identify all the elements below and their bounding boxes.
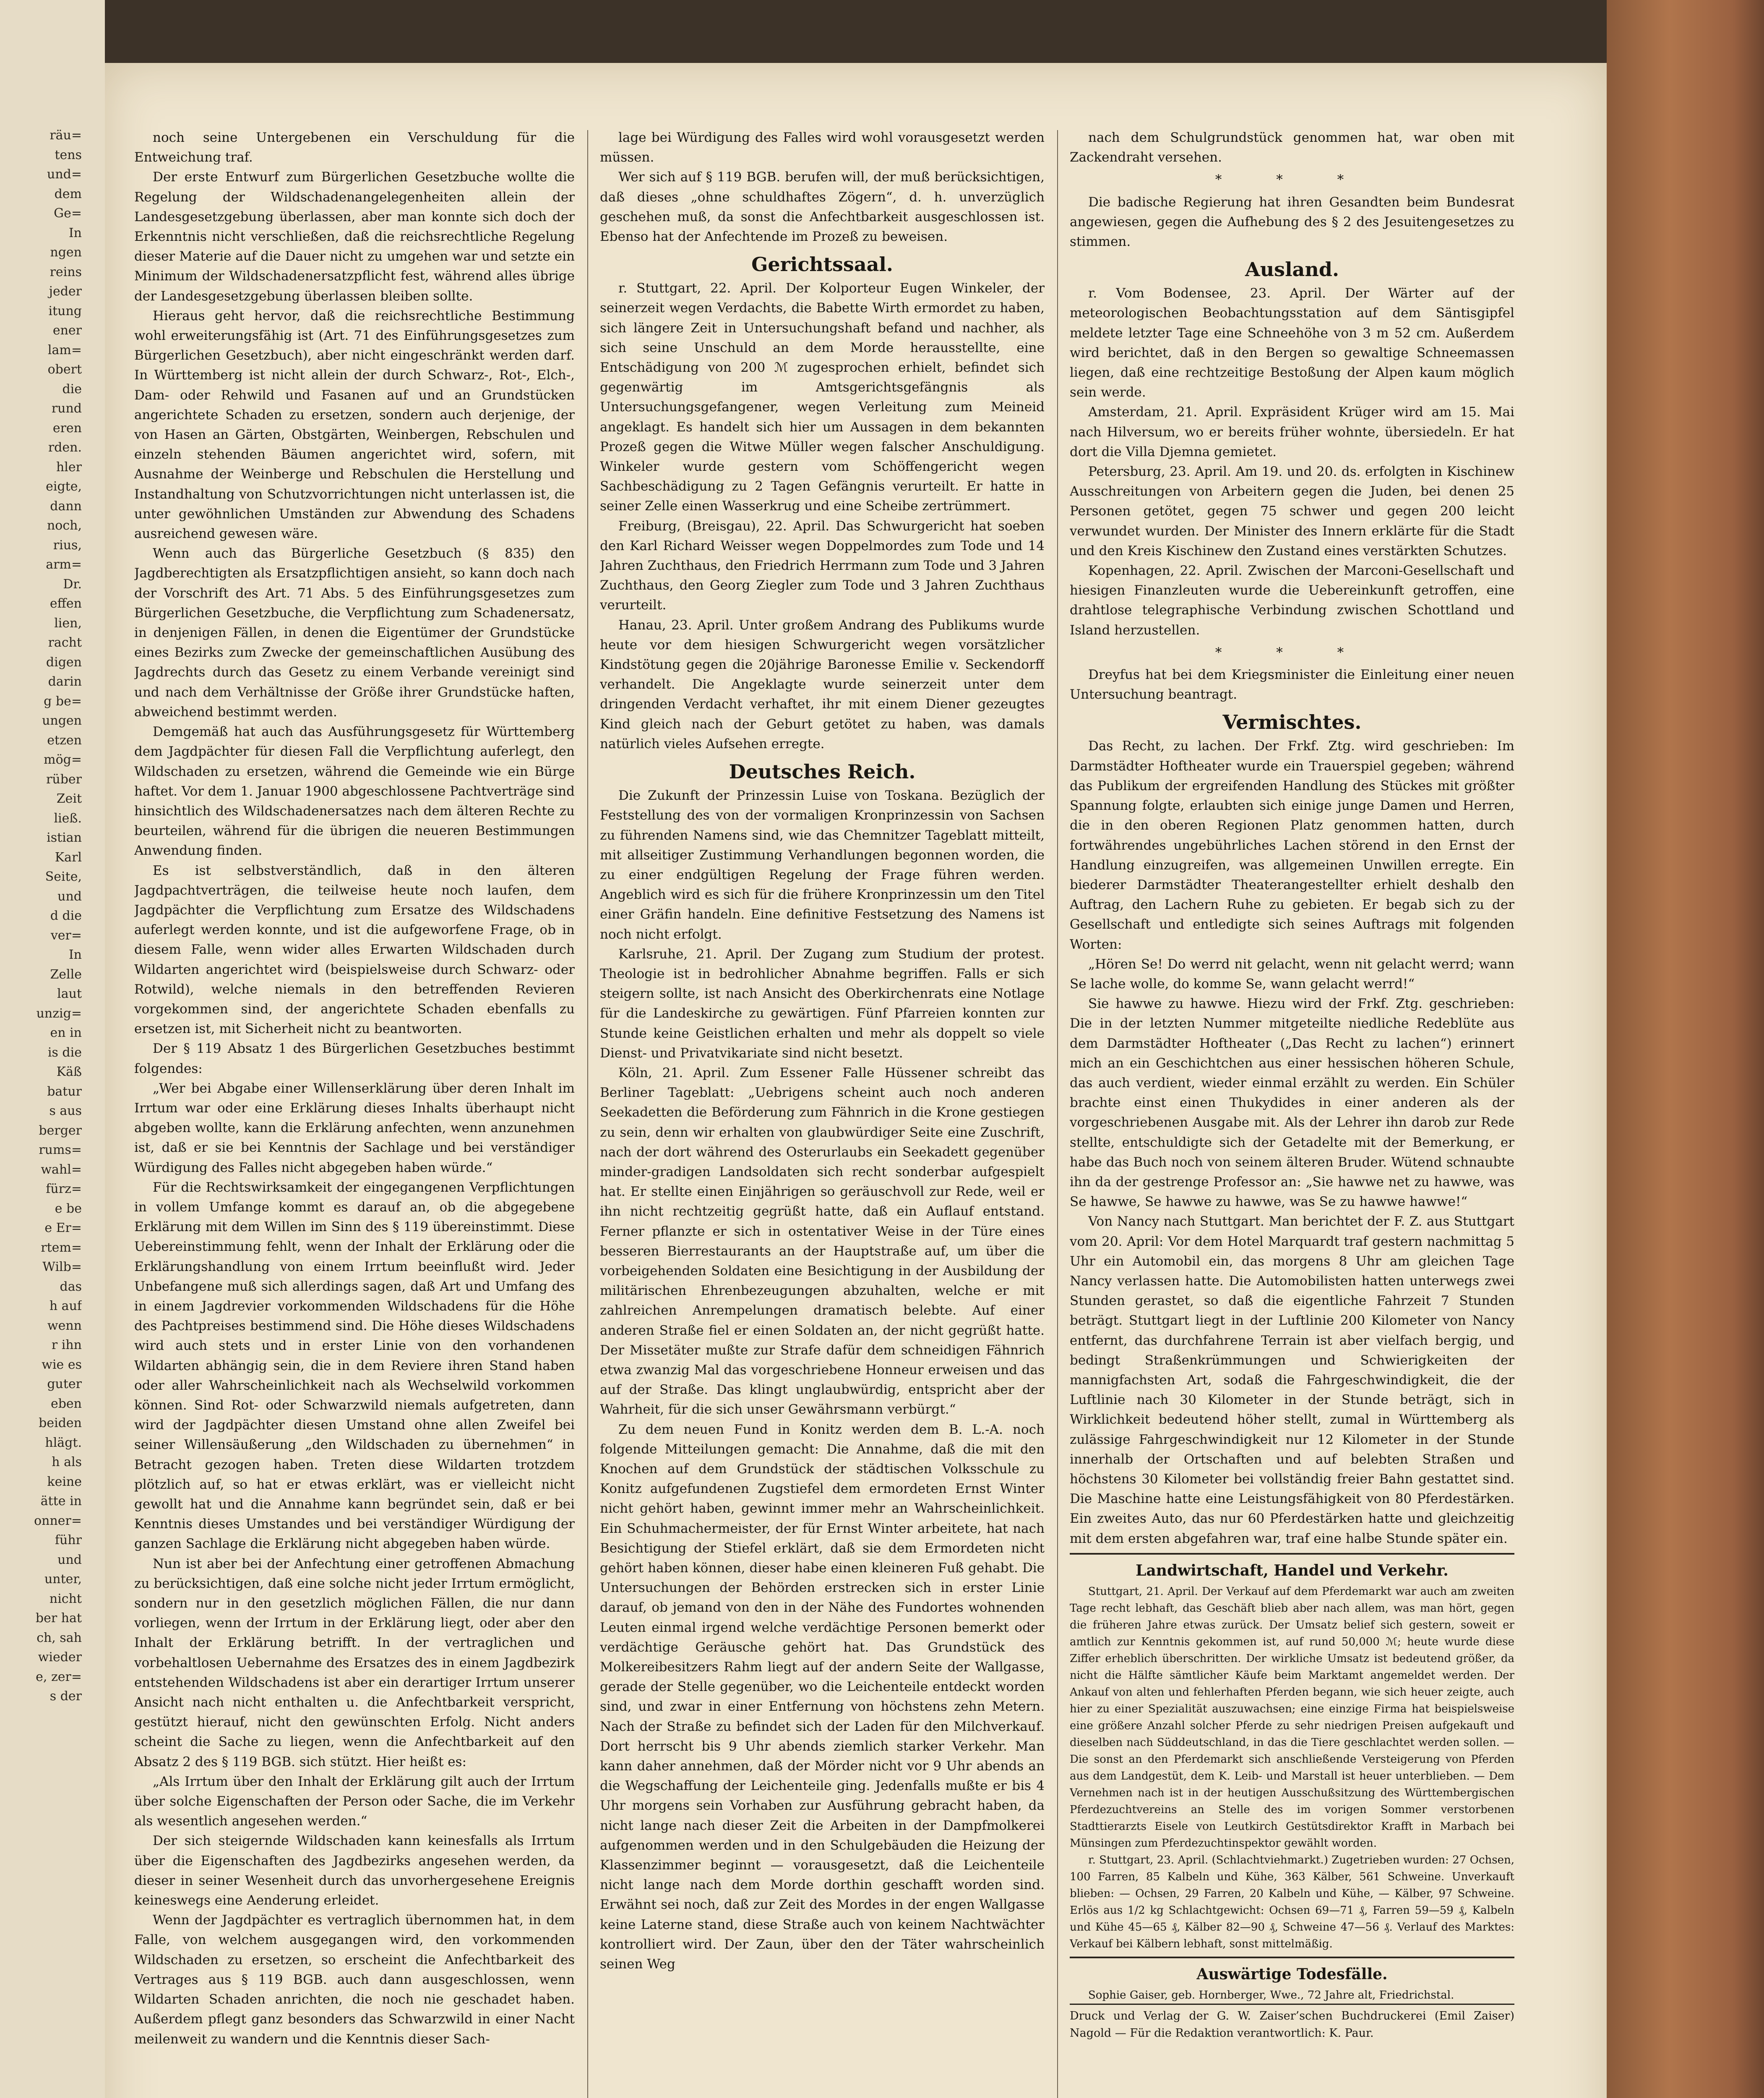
- column-divider: [1057, 130, 1058, 2098]
- left-page-fragment: noch,: [47, 518, 82, 533]
- article-paragraph: Es ist selbstverständlich, daß in den älteren Jagdpachtverträgen, die teilweise heute noch laufen, dem Jagdpächter die Verpflichtung zum Ersatze des Wildschadens auferlegt werden konnte, und ist die aufgeworfene Frage, ob in diesem Falle, wenn wider alles Erwarten Wildschaden durch Wildarten angerichtet wird (beispielsweise durch Schwarz- oder Rotwild), welche niemals in den betreffenden Revieren vorgekommen sind, der angerichtete Schaden ebenfalls zu ersetzen ist, mit Sicherheit nicht zu beantworten.: [134, 863, 575, 1037]
- left-page-fragment: wie es: [42, 1357, 82, 1372]
- imprint-text: Druck und Verlag der G. W. Zaiser’schen Buchdruckerei (Emil Zaiser) Nagold — Für die Redaktion verantwortlich: K. Paur.: [1070, 2009, 1514, 2040]
- left-page-fragment: das: [60, 1279, 82, 1294]
- left-page-fragment: ngen: [50, 245, 82, 260]
- heading-gerichtssaal: Gerichtssaal.: [751, 253, 893, 276]
- article-paragraph: noch seine Untergebenen ein Verschuldung für die Entweichung traf.: [134, 130, 575, 165]
- article-paragraph: Nun ist aber bei der Anfechtung einer getroffenen Abmachung zu berücksichtigen, daß eine solche nicht jeder Irrtum ermöglicht, sondern nur in den gesetzlich möglichen Fällen, die nur dann vorliegen, wenn der Irrtum in der Erklärung liegt, oder aber den Inhalt der Erklärung betrifft. In der vertraglichen und vorbehaltlosen Uebernahme des Ersatzes des in einem Jagdbezirk entstehenden Wildschadens ist aber ein derartiger Irrtum unserer Ansicht nach nicht enthalten u. die Anfechtbarkeit verspricht, gestützt hierauf, nicht den gewünschten Erfolg. Nicht anders scheint die Sache zu liegen, wenn die Anfechtbarkeit auf den Absatz 2 des § 119 BGB. sich stützt. Hier heißt es:: [134, 1556, 575, 1769]
- left-page-fragment: hlägt.: [45, 1435, 82, 1450]
- left-page-fragment: rius,: [53, 538, 82, 553]
- separator-asterisks: * * *: [1215, 645, 1369, 660]
- left-page-fragment: rüber: [46, 772, 82, 787]
- left-page-fragment: Käß: [56, 1065, 82, 1079]
- left-page-fragment: wieder: [38, 1650, 82, 1665]
- article-paragraph: Sie hawwe zu hawwe. Hiezu wird der Frkf. Ztg. geschrieben: Die in der letzten Nummer mitgeteilte niedliche Redeblüte aus dem Darmstädter Hoftheater („Das Recht zu lachen“) erinnert mich an ein Geschichtchen aus einer hessischen höheren Schule, das auch verdient, wieder einmal erzählt zu werden. Ein Schüler brachte einst einen Thukydides in einer anderen als der vorgeschriebenen Ausgabe mit. Als der Lehrer ihn darob zur Rede stellte, entschuldigte sich der Getadelte mit der Bemerkung, er habe das Buch noch von seinem älteren Bruder. Wütend schnaubte ihn da der gestrenge Professor an: „Sie hawwe net zu hawwe, was Se hawwe, Se hawwe zu hawwe, was Se zu hawwe hawwe!“: [1070, 996, 1514, 1210]
- left-page-fragment: eigte,: [46, 479, 82, 494]
- dreyfus-notice: Dreyfus hat bei dem Kriegsminister die Einleitung einer neuen Untersuchung beantragt.: [1070, 667, 1514, 702]
- left-page-fragment: rund: [51, 401, 82, 416]
- left-page-fragment: arm=: [46, 557, 82, 572]
- left-page-fragment: keine: [47, 1474, 82, 1489]
- left-page-fragment: ener: [52, 323, 82, 338]
- article-paragraph: Wer sich auf § 119 BGB. berufen will, der muß berücksichtigen, daß dieses „ohne schuldhaftes Zögern“, d. h. unverzüglich geschehen muß, da sonst die Anfechtbarkeit ausgeschlossen ist. Ebenso hat der Anfechtende im Prozeß zu beweisen.: [600, 170, 1045, 245]
- heading-todesfaelle: Auswärtige Todesfälle.: [1196, 1965, 1388, 1983]
- left-page-fragment: In: [68, 947, 82, 962]
- left-page-fragment: unzig=: [36, 1006, 82, 1021]
- article-paragraph: Stuttgart, 21. April. Der Verkauf auf dem Pferdemarkt war auch am zweiten Tage recht lebhaft, das Geschäft blieb aber nach allem, was man hört, gegen die früheren Jahre etwas zurück. Der Umsatz belief sich gestern, soweit er amtlich zur Kenntnis gekommen ist, auf rund 50,000 ℳ; heute wurde diese Ziffer erheblich überschritten. Der wirkliche Umsatz ist bedeutend größer, da nicht die Hälfte sämtlicher Käufe beim Marktamt angemeldet werden. Der Ankauf von alten und fehlerhaften Pferden begann, wie sich heuer zeigte, auch hier zu einer Spezialität auszuwachsen; eine einzige Firma hat beispielsweise eine größere Anzahl solcher Pferde zu sehr niedrigen Preisen aufgekauft und dieselben nach Süddeutschland, in das die Tiere geschlachtet werden sollen. — Die sonst an den Pferdemarkt sich anschließende Versteigerung von Pferden aus dem Landgestüt, dem K. Leib- und Marstall ist heuer unterblieben. — Dem Vernehmen nach ist in der heutigen Ausschußsitzung des Württembergischen Pferdezuchtvereins an Stelle des im vorigen Sommer verstorbenen Stadttierarzts Eisele von Leutkirch Gestütsdirektor Krafft in Marbach bei Münsingen zum Pferdezuchtinspektor gewählt worden.: [1070, 1585, 1514, 1850]
- section-rule: [1070, 1957, 1514, 1958]
- section-ausland: [1070, 284, 1514, 640]
- left-page-fragment: die: [62, 381, 82, 397]
- article-paragraph: Hieraus geht hervor, daß die reichsrechtliche Bestimmung wohl erweiterungsfähig ist (Art. 71 des Einführungsgesetzes zum Bürgerlichen Gesetzbuch), aber nicht eingeschränkt werden darf. In Württemberg ist nicht allein der durch Schwarz-, Rot-, Elch-, Dam- oder Rehwild und Fasanen auf und an Grundstücken angerichtete Schaden zu ersetzen, sondern auch derjenige, der von Hasen an Gärten, Obstgärten, Weinbergen, Rebschulen und einzeln stehenden Bäumen angerichtet wird, sofern, mit Ausnahme der Weinberge und Rebschulen die Herstellung und Instandhaltung von Schutzvorrichtungen nicht unterlassen ist, die unter gewöhnlichen Umständen zur Abwendung des Schadens ausreichend gewesen wäre.: [134, 308, 575, 542]
- separator-asterisks: * * *: [1215, 172, 1369, 188]
- left-page-fragment: wahl=: [41, 1162, 82, 1177]
- left-page-fragment: Ge=: [54, 206, 82, 221]
- section-rule: [1070, 1553, 1514, 1555]
- article-paragraph: Zu dem neuen Fund in Konitz werden dem B. L.-A. noch folgende Mitteilungen gemacht: Die Annahme, daß die mit den Knochen auf dem Grundstück der städtischen Volksschule zu Konitz aufgefundenen Zugstiefel dem ermordeten Ernst Winter nicht gehört haben, gewinnt immer mehr an Wahrscheinlichkeit. Ein Schuhmachermeister, der für Ernst Winter arbeitete, hat nach Besichtigung der Stiefel erklärt, daß sie dem Ermordeten nicht gehört haben können, dieser habe einen kleineren Fuß gehabt. Die Untersuchungen der Behörden erstrecken sich in erster Linie darauf, ob jemand von den in der Nähe des Fundortes wohnenden Leuten einmal irgend welche verdächtige Personen bemerkt oder verdächtige Geräusche gehört hat. Das Grundstück des Molkereibesitzers Rahm liegt auf der andern Seite der Wallgasse, gerade der Stelle gegenüber, wo die Leichenteile entdeckt worden sind, und zwar in einer Entfernung von höchstens zehn Metern. Nach der Straße zu befindet sich der Laden für den Milchverkauf. Dort herrscht bis 9 Uhr abends ziemlich starker Verkehr. Man kann daher annehmen, daß der Mörder nicht vor 9 Uhr abends an die Wegschaffung der Leichenteile ging. Jedenfalls mußte er bis 4 Uhr morgens sein Vorhaben zur Ausführung gebracht haben, da nicht lange nach dieser Zeit die Arbeiten in der Dampfmolkerei aufgenommen werden und in den Schulgebäuden die Heizung der Klassenzimmer beginnt — vorausgesetzt, daß die Leichenteile nicht lange nach dem Morde dorthin geschafft worden sind. Erwähnt sei noch, daß zur Zeit des Mordes in der engen Wallgasse keine Laterne stand, diese Straße auch von keinem Nachtwächter kontrolliert wird. Der Zaun, über den der Täter wahrscheinlich seinen Weg: [600, 1422, 1045, 1972]
- left-page-fragment: Zelle: [50, 967, 82, 982]
- left-page-fragment: Dr.: [63, 577, 82, 592]
- left-page-fragment: racht: [48, 635, 82, 650]
- left-page-fragment: e Er=: [44, 1221, 82, 1235]
- article-paragraph: Für die Rechtswirksamkeit der eingegangenen Verpflichtungen in vollem Umfange kommt es darauf an, ob die abgegebene Erklärung mit dem Willen im Sinn des § 119 übereinstimmt. Diese Uebereinstimmung fehlt, wenn der Inhalt der Erklärung oder die Erklärungshandlung von einem Irrtum beeinflußt wird. Jeder Unbefangene muß sich allerdings sagen, daß Art und Umfang des in einem Jagdrevier vorkommenden Wildschadens für die Höhe des Pachtpreises bestimmend sind. Die Höhe dieses Wildschadens wird auch stets und in erster Linie von den vorhandenen Wildarten abhängig sein, die in dem Reviere ihren Stand haben oder aller Wahrscheinlichkeit nach als Wechselwild vorkommen können. Sind Rot- oder Schwarzwild niemals aufgetreten, dann wird der Jagdpächter diesen Umstand ohne allen Zweifel bei seiner Willensäußerung „den Wildschaden zu übernehmen“ in Betracht gezogen haben. Treten diese Wildarten trotzdem plötzlich auf, so hat er etwas erklärt, was er vielleicht nicht gewollt hat und die Annahme kann begründet sein, daß er bei Kenntnis dieses Umstandes und bei verständiger Würdigung der ganzen Sachlage die Erklärung nicht abgegeben haben würde.: [134, 1179, 575, 1552]
- left-page-fragment: is die: [47, 1045, 82, 1060]
- left-page-fragment: dem: [54, 186, 82, 201]
- book-binding-edge: [1607, 0, 1764, 2098]
- left-page-fragment: lam=: [47, 342, 82, 357]
- left-page-fragment: itung: [48, 303, 82, 318]
- left-page-fragment: h als: [52, 1455, 82, 1469]
- article-paragraph: r. Vom Bodensee, 23. April. Der Wärter auf der meteorologischen Beobachtungsstation auf dem Säntisgipfel meldete letzter Tage eine Schneehöhe von 3 m 52 cm. Außerdem wird berichtet, daß in den Bergen so gewaltige Schneemassen liegen, daß eine rechtzeitige Bestoßung der Alpen kaum möglich sein werde.: [1070, 286, 1514, 400]
- left-page-fragment: eren: [52, 420, 82, 436]
- left-page-fragment: fürz=: [46, 1182, 82, 1196]
- article-paragraph: r. Stuttgart, 22. April. Der Kolporteur Eugen Winkeler, der seinerzeit wegen Verdachts, die Babette Wirth ermordet zu haben, sich längere Zeit in Untersuchungshaft befand und nachher, als sich seine Unschuld an dem Morde herausstellte, eine Entschädigung von 200 ℳ zugesprochen erhielt, befindet sich gegenwärtig im Amtsgerichtsgefängnis als Untersuchungsgefangener, wegen Verleitung zum Meineid angeklagt. Es handelt sich hier um Aussagen in dem bekannten Prozeß gegen die Witwe Müller wegen falscher Anschuldigung. Winkeler wurde gestern vom Schöffengericht wegen Sachbeschädigung zu 2 Tagen Gefängnis verurteilt. Er hatte in seiner Zelle einen Wasserkrug und eine Scheibe zertrümmert.: [600, 281, 1045, 514]
- left-page-fragment: en in: [50, 1026, 82, 1040]
- left-page-fragment: und: [57, 889, 82, 904]
- column-3-intro: [1070, 128, 1514, 167]
- left-page-fragment: rtem=: [41, 1240, 82, 1255]
- newspaper-page: [105, 63, 1607, 2098]
- left-page-fragment: ließ.: [54, 811, 82, 826]
- column-1: [134, 128, 575, 2098]
- article-paragraph: „Hören Se! Do werrd nit gelacht, wenn nit gelacht werrd; wann Se lache wolle, do komme Se, wann gelacht werrd!“: [1070, 956, 1514, 992]
- article-paragraph: r. Stuttgart, 23. April. (Schlachtviehmarkt.) Zugetrieben wurden: 27 Ochsen, 100 Farren, 85 Kalbeln und Kühe, 363 Kälber, 561 Schweine. Unverkauft blieben: — Ochsen, 29 Farren, 20 Kalbeln und Kühe, — Kälber, 97 Schweine. Erlös aus 1/2 kg Schlachtgewicht: Ochsen 69—71 ₰, Farren 59—59 ₰, Kalbeln und Kühe 45—65 ₰, Kälber 82—90 ₰, Schweine 47—56 ₰. Verlauf des Marktes: Verkauf bei Kälbern lebhaft, sonst mittelmäßig.: [1070, 1853, 1514, 1950]
- section-deutsches-reich: [600, 786, 1045, 1974]
- article-paragraph: Die Zukunft der Prinzessin Luise von Toskana. Bezüglich der Feststellung des von der vormaligen Kronprinzessin von Sachsen zu führenden Namens sind, wie das Chemnitzer Tageblatt mitteilt, mit allseitiger Zustimmung Verhandlungen begonnen worden, die zu einer endgültigen Regelung der Frage führen werden. Angeblich wird es sich für die frühere Kronprinzessin um den Titel einer Gräfin handeln. Eine definitive Festsetzung des Namens ist noch nicht erfolgt.: [600, 788, 1045, 942]
- left-page-fragment: e be: [55, 1201, 82, 1216]
- left-page-fragment: mög=: [44, 752, 82, 767]
- article-paragraph: „Als Irrtum über den Inhalt der Erklärung gilt auch der Irrtum über solche Eigenschaften der Person oder Sache, die im Verkehr als wesentlich angesehen werden.“: [134, 1774, 575, 1829]
- article-paragraph: Die badische Regierung hat ihren Gesandten beim Bundesrat angewiesen, gegen die Aufhebung des § 2 des Jesuitengesetzes zu stimmen.: [1070, 194, 1514, 250]
- left-page-fragment: laut: [57, 986, 82, 1001]
- left-page-fragment: r ihn: [51, 1338, 82, 1352]
- article-paragraph: Wenn auch das Bürgerliche Gesetzbuch (§ 835) den Jagdberechtigten als Ersatzpflichtigen ansieht, so kann doch nach der Vorschrift des Art. 71 Abs. 5 des Einführungsgesetzes zum Bürgerlichen Gesetzbuche, die Verpflichtung zum Schadenersatz, in denjenigen Fällen, in denen die Eigentümer der Grundstücke eines Bezirks zum Zwecke der gemeinschaftlichen Ausübung des Jagdrechts durch das Gesetz zu einem Verbande vereinigt sind und nach dem Verhältnisse der Größe ihrer Grundstücke haften, abweichend bestimmt werden.: [134, 546, 575, 720]
- left-page-fragment: tens: [55, 147, 82, 162]
- left-page-fragment: lien,: [54, 616, 82, 631]
- left-page-fragment: dann: [50, 498, 82, 514]
- article-paragraph: Der erste Entwurf zum Bürgerlichen Gesetzbuche wollte die Regelung der Wildschadenangelegenheiten allein der Landesgesetzgebung überlassen, aber man konnte sich doch der Erkenntnis nicht verschließen, daß die reichsrechtliche Regelung dieser Materie auf die Dauer nicht zu umgehen war und setzte ein Minimum der Wildschadenersatzpflicht fest, während alles übrige der Landesgesetzgebung überlassen bleiben sollte.: [134, 170, 575, 304]
- left-page-fragment: berger: [39, 1123, 82, 1138]
- article-paragraph: Der § 119 Absatz 1 des Bürgerlichen Gesetzbuches bestimmt folgendes:: [134, 1041, 575, 1076]
- left-page-fragment: guter: [47, 1377, 82, 1391]
- left-page-fragment: nicht: [49, 1591, 82, 1606]
- left-page-fragment: Wilb=: [42, 1260, 82, 1274]
- left-page-fragment: führ: [55, 1533, 82, 1547]
- article-paragraph: Freiburg, (Breisgau), 22. April. Das Schwurgericht hat soeben den Karl Richard Weisser wegen Doppelmordes zum Tode und 14 Jahren Zuchthaus, den Friedrich Herrmann zum Tode und 3 Jahren Zuchthaus, den Georg Ziegler zum Tode und 3 Jahren Zuchthaus verurteilt.: [600, 518, 1045, 613]
- article-paragraph: Hanau, 23. April. Unter großem Andrang des Publikums wurde heute vor dem hiesigen Schwurgericht wegen vorsätzlicher Kindstötung gegen die 20jährige Baronesse Emilie v. Seckendorff verhandelt. Die Angeklagte wurde seinerzeit unter dem dringenden Verdacht verhaftet, ihr mit einem Diener gezeugtes Kind gleich nach der Geburt getötet zu haben, was damals natürlich vieles Aufsehen erregte.: [600, 617, 1045, 752]
- article-paragraph: lage bei Würdigung des Falles wird wohl vorausgesetzt werden müssen.: [600, 130, 1045, 165]
- article-paragraph: nach dem Schulgrundstück genommen hat, war oben mit Zackendraht versehen.: [1070, 130, 1514, 165]
- section-landwirtschaft-handel: [1070, 1583, 1514, 1952]
- left-page-fragment: Seite,: [45, 869, 82, 884]
- article-paragraph: Karlsruhe, 21. April. Der Zugang zum Studium der protest. Theologie ist in bedrohlicher Abnahme begriffen. Falls er sich steigern sollte, ist nach Ansicht des Oberkirchenrats eine Notlage für die Landeskirche zu gewärtigen. Fünf Pfarreien konnten zur Stunde keine Geistlichen erhalten und mehr als doppelt so viele Dienst- und Privatvikariate sind nicht besetzt.: [600, 946, 1045, 1061]
- left-page-fragment: unter,: [44, 1572, 82, 1587]
- left-page-fragment: batur: [47, 1084, 82, 1099]
- left-page-fragment: onner=: [34, 1513, 82, 1528]
- section-todesfaelle: [1070, 1987, 1514, 2004]
- left-page-fragment: und=: [47, 167, 82, 182]
- heading-vermischtes: Vermischtes.: [1222, 711, 1362, 734]
- article-paragraph: Von Nancy nach Stuttgart. Man berichtet der F. Z. aus Stuttgart vom 20. April: Vor dem Hotel Marquardt traf gestern nachmittag 5 Uhr ein Automobil ein, das morgens 8 Uhr am gleichen Tage Nancy verlassen hatte. Die Automobilisten hatten unterwegs zwei Stunden gerastet, so daß die eigentliche Fahrzeit 7 Stunden beträgt. Stuttgart liegt in der Luftlinie 200 Kilometer von Nancy entfernt, das durchfahrene Terrain ist aber vielfach bergig, und bedingt Straßenkrümmungen und Schwierigkeiten der mannigfachsten Art, sodaß die Fahrgeschwindigkeit, die der Luftlinie nach 30 Kilometer in der Stunde beträgt, sich in Wirklichkeit bedeutend höher stellt, zumal in Württemberg als zulässige Fahrgeschwindigkeit nur 12 Kilometer in der Stunde innerhalb der Ortschaften und auf belebten Straßen und höchstens 30 Kilometer bei vollständig freier Bahn gestattet sind. Die Maschine hatte eine Leistungsfähigkeit von 80 Pferdestärken. Ein zweites Auto, das nur 60 Pferdestärken hatte und gleichzeitig mit dem ersten abgefahren war, traf eine halbe Stunde später ein.: [1070, 1214, 1514, 1546]
- left-page-fragment: effen: [50, 596, 82, 611]
- article-paragraph: Kopenhagen, 22. April. Zwischen der Marconi-Gesellschaft und hiesigen Finanzleuten wurde die Uebereinkunft getroffen, eine drahtlose telegraphische Verbindung zwischen Schottland und Island herzustellen.: [1070, 563, 1514, 638]
- article-paragraph: Demgemäß hat auch das Ausführungsgesetz für Württemberg dem Jagdpächter für diesen Fall die Verpflichtung auferlegt, den Wildschaden zu ersetzen, während die Gemeinde wie ein Bürge haftet. Vor dem 1. Januar 1900 abgeschlossene Pachtverträge sind hinsichtlich des Wildschadenersatzes nach dem älteren Rechte zu beurteilen, während für die übrigen die neueren Bestimmungen Anwendung finden.: [134, 724, 575, 859]
- left-page-fragment: hler: [56, 459, 82, 475]
- left-page-fragment: e, zer=: [36, 1669, 82, 1684]
- article-paragraph: Der sich steigernde Wildschaden kann keinesfalls als Irrtum über die Eigenschaften des Jagdbezirks angesehen werden, da dieser in seiner Wesenheit durch das unvorhergesehene Ereignis keineswegs eine Aenderung erleidet.: [134, 1833, 575, 1908]
- left-page-fragment: jeder: [49, 284, 82, 299]
- left-page-fragment: und: [57, 1552, 82, 1567]
- article-paragraph: Petersburg, 23. April. Am 19. und 20. ds. erfolgten in Kischinew Ausschreitungen von Arbeitern gegen die Juden, bei denen 25 Personen getötet, gegen 75 schwer und gegen 200 leicht verwundet wurden. Der Minister des Innern erklärte für die Stadt und den Kreis Kischinew den Zustand eines verstärkten Schutzes.: [1070, 464, 1514, 558]
- left-page-fragment: ätte in: [40, 1494, 82, 1508]
- left-page-fragment: s aus: [49, 1104, 82, 1118]
- heading-landwirtschaft: Landwirtschaft, Handel und Verkehr.: [1136, 1561, 1449, 1579]
- left-page-fragment: rums=: [39, 1143, 82, 1157]
- left-page-fragment: ber hat: [35, 1611, 82, 1626]
- column-2: [600, 128, 1045, 2098]
- left-page-fragment: rden.: [48, 440, 82, 455]
- column-2-intro: [600, 128, 1045, 247]
- todesfall-entry: Sophie Gaiser, geb. Hornberger, Wwe., 72 Jahre alt, Friedrichstal.: [1088, 1988, 1454, 2001]
- left-page-fragment: beiden: [39, 1416, 82, 1430]
- left-page-fragment: s der: [50, 1689, 82, 1704]
- section-baden-notice: [1070, 193, 1514, 252]
- left-page-fragment: In: [68, 225, 82, 240]
- article-paragraph: Das Recht, zu lachen. Der Frkf. Ztg. wird geschrieben: Im Darmstädter Hoftheater wurde ein Trauerspiel gegeben; während das Publikum der ergreifenden Handlung des Stückes mit größter Spannung folgte, erlaubten sich einige junge Damen und Herren, die in den oberen Regionen Platz genommen hatten, durch fortwährendes ungebührliches Lachen störend in den Ernst der Handlung einzugreifen, was allgemeinen Unwillen erregte. Ein biederer Darmstädter Theaterangestellter erhielt deshalb den Auftrag, den Lachern Ruhe zu gebieten. Er begab sich zu der Gesellschaft und entledigte sich seines Auftrags mit folgenden Worten:: [1070, 738, 1514, 952]
- left-page-fragment: räu=: [50, 128, 82, 143]
- article-paragraph: Wenn der Jagdpächter es vertraglich übernommen hat, in dem Falle, von welchem ausgegangen wird, den vorkommenden Wildschaden zu ersetzen, so erscheint die Anfechtbarkeit des Vertrages aus § 119 BGB. auch dann ausgeschlossen, wenn Wildarten Schaden anrichten, die noch nie geschadet haben. Außerdem pflegt ganz besonders das Schwarzwild in einer Nacht meilenweit zu wandern und die Kenntnis dieser Sach-: [134, 1913, 575, 2047]
- left-page-fragment: wenn: [47, 1318, 82, 1333]
- adjacent-left-page: [0, 0, 105, 2098]
- left-page-fragment: ch, sah: [36, 1630, 82, 1645]
- heading-ausland: Ausland.: [1245, 258, 1339, 281]
- heading-deutsches-reich: Deutsches Reich.: [729, 760, 916, 783]
- section-vermischtes: [1070, 736, 1514, 1548]
- left-page-fragment: g be=: [44, 694, 82, 709]
- left-page-fragment: reins: [50, 264, 82, 279]
- left-page-fragment: eben: [50, 1396, 82, 1411]
- imprint: [1070, 2004, 1514, 2042]
- column-3: [1070, 128, 1514, 2098]
- article-paragraph: Amsterdam, 21. April. Expräsident Krüger wird am 15. Mai nach Hilversum, wo er bereits früher wohnte, übersiedeln. Er hat dort die Villa Djemna gemietet.: [1070, 404, 1514, 459]
- left-page-text-fragments: [0, 126, 82, 2098]
- left-page-fragment: digen: [46, 655, 82, 670]
- left-page-fragment: darin: [48, 674, 82, 689]
- left-page-fragment: Karl: [55, 850, 82, 865]
- left-page-fragment: obert: [47, 362, 82, 377]
- left-page-fragment: ungen: [42, 713, 82, 728]
- left-page-fragment: d die: [50, 908, 82, 923]
- left-page-fragment: ver=: [50, 928, 82, 943]
- left-page-fragment: h auf: [49, 1299, 82, 1313]
- article-paragraph: Köln, 21. April. Zum Essener Falle Hüssener schreibt das Berliner Tageblatt: „Uebrigens scheint auch noch anderen Seekadetten die Beförderung zum Fähnrich in die Krone gestiegen zu sein, denn wir erhalten von glaubwürdiger Seite eine Zuschrift, nach der dort während des Osterurlaubs ein Seekadett gegenüber minder-gradigen Landsoldaten sich recht sonderbar aufgespielt hat. Er stellte einen Einjährigen so geräuschvoll zur Rede, weil er ihn nicht rechtzeitig gegrüßt hatte, daß ein Auflauf entstand. Ferner pflanzte er sich in ostentativer Weise in der Türe eines besseren Bierrestaurants an der Hauptstraße auf, um über die vorbeigehenden Soldaten eine Besichtigung in der Ausbildung der militärischen Ehrenbezeugungen abzuhalten, welche er mit zahlreichen Anrempelungen dramatisch belebte. Auf einer anderen Straße fiel er einen Soldaten an, der nicht gegrüßt hatte. Der Missetäter mußte zur Strafe dafür dem schneidigen Fähnrich etwa zwanzig Mal das vorgeschriebene Honneur erweisen und das auf der Straße. Das klingt unglaubwürdig, entspricht aber der Wahrheit, für die sich unser Gewährsmann verbürgt.“: [600, 1065, 1045, 1417]
- section-gerichtssaal: [600, 279, 1045, 754]
- column-divider: [587, 130, 588, 2098]
- left-page-fragment: etzen: [47, 733, 82, 748]
- left-page-fragment: Zeit: [56, 791, 82, 806]
- article-paragraph: „Wer bei Abgabe einer Willenserklärung über deren Inhalt im Irrtum war oder eine Erklärung dieses Inhalts überhaupt nicht abgeben wollte, kann die Erklärung anfechten, wenn anzunehmen ist, daß er sie bei Kenntnis der Sachlage und bei verständiger Würdigung des Falles nicht abgegeben haben würde.“: [134, 1080, 575, 1175]
- left-page-fragment: istian: [47, 830, 82, 845]
